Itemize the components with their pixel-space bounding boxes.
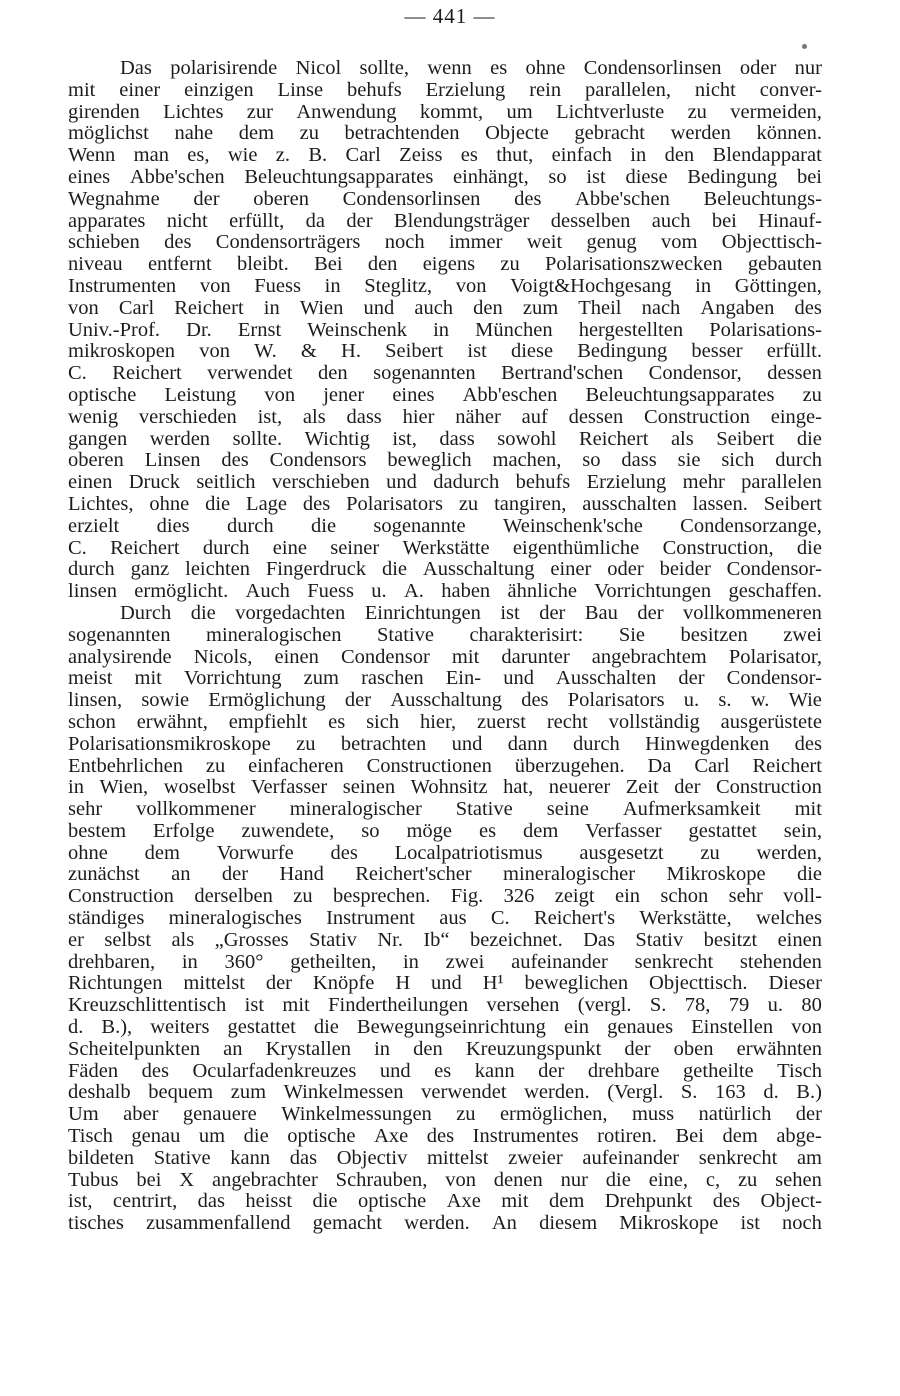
text-line: analysirende Nicols, einen Condensor mit darunter angebrachtem Polarisator, <box>68 646 822 668</box>
text-line: linsen, sowie Ermöglichung der Ausschaltung des Polarisators u. s. w. Wie <box>68 690 822 712</box>
ink-speck <box>802 44 807 49</box>
text-line: durch ganz leichten Fingerdruck die Ausschaltung einer oder beider Condensor- <box>68 559 822 581</box>
text-line: eines Abbe'schen Beleuchtungsapparates einhängt, so ist diese Bedingung bei <box>68 166 822 188</box>
text-line: apparates nicht erfüllt, da der Blendungsträger desselben auch bei Hinauf- <box>68 210 822 232</box>
text-line: Entbehrlichen zu einfacheren Constructionen überzugehen. Da Carl Reichert <box>68 755 822 777</box>
text-line: sogenannten mineralogischen Stative charakterisirt: Sie besitzen zwei <box>68 624 822 646</box>
text-line: Kreuzschlittentisch ist mit Findertheilungen versehen (vergl. S. 78, 79 u. 80 <box>68 995 822 1017</box>
text-line: Fäden des Ocularfadenkreuzes und es kann der drehbare getheilte Tisch <box>68 1060 822 1082</box>
text-line: C. Reichert verwendet den sogenannten Bertrand'schen Condensor, dessen <box>68 363 822 385</box>
paragraph <box>68 58 822 603</box>
text-line: wenig verschieden ist, als dass hier näher auf dessen Construction einge- <box>68 406 822 428</box>
body-text <box>68 58 822 1235</box>
text-line: mikroskopen von W. & H. Seibert ist diese Bedingung besser erfüllt. <box>68 341 822 363</box>
text-line: bestem Erfolge zuwendete, so möge es dem Verfasser gestattet sein, <box>68 820 822 842</box>
text-line: oberen Linsen des Condensors beweglich machen, so dass sie sich durch <box>68 450 822 472</box>
text-line: möglichst nahe dem zu betrachtenden Objecte gebracht werden können. <box>68 123 822 145</box>
text-line: schieben des Condensorträgers noch immer weit genug vom Objecttisch- <box>68 232 822 254</box>
text-line: schon erwähnt, empfiehlt es sich hier, zuerst recht vollständig ausgerüstete <box>68 711 822 733</box>
text-line: Um aber genauere Winkelmessungen zu ermöglichen, muss natürlich der <box>68 1104 822 1126</box>
text-line: sehr vollkommener mineralogischer Stative seine Aufmerksamkeit mit <box>68 799 822 821</box>
text-line: Wegnahme der oberen Condensorlinsen des Abbe'schen Beleuchtungs- <box>68 188 822 210</box>
text-line: girenden Lichtes zur Anwendung kommt, um Lichtverluste zu vermeiden, <box>68 101 822 123</box>
text-line: zunächst an der Hand Reichert'scher mineralogischer Mikroskope die <box>68 864 822 886</box>
text-line: einen Druck seitlich verschieben und dadurch behufs Erzielung mehr parallelen <box>68 472 822 494</box>
text-line: Lichtes, ohne die Lage des Polarisators zu tangiren, ausschalten lassen. Seibert <box>68 493 822 515</box>
text-line: linsen ermöglicht. Auch Fuess u. A. haben ähnliche Vorrichtungen geschaffen. <box>68 581 822 603</box>
text-line: Univ.-Prof. Dr. Ernst Weinschenk in München hergestellten Polarisations- <box>68 319 822 341</box>
text-line: Wenn man es, wie z. B. Carl Zeiss es thut, einfach in den Blendapparat <box>68 145 822 167</box>
text-line: C. Reichert durch eine seiner Werkstätte eigenthümliche Construction, die <box>68 537 822 559</box>
text-line: erzielt dies durch die sogenannte Weinschenk'sche Condensorzange, <box>68 515 822 537</box>
text-line: Scheitelpunkten an Krystallen in den Kreuzungspunkt der oben erwähnten <box>68 1038 822 1060</box>
text-line: drehbaren, in 360° getheilten, in zwei aufeinander senkrecht stehenden <box>68 951 822 973</box>
text-line: Instrumenten von Fuess in Steglitz, von Voigt&Hochgesang in Göttingen, <box>68 275 822 297</box>
text-line: in Wien, woselbst Verfasser seinen Wohnsitz hat, neuerer Zeit der Construction <box>68 777 822 799</box>
text-line: Construction derselben zu besprechen. Fig. 326 zeigt ein schon sehr voll- <box>68 886 822 908</box>
text-line: von Carl Reichert in Wien und auch den zum Theil nach Angaben des <box>68 297 822 319</box>
text-line: Tisch genau um die optische Axe des Instrumentes rotiren. Bei dem abge- <box>68 1126 822 1148</box>
text-line: gangen werden sollte. Wichtig ist, dass sowohl Reichert als Seibert die <box>68 428 822 450</box>
text-line: meist mit Vorrichtung zum raschen Ein- und Ausschalten der Condensor- <box>68 668 822 690</box>
text-line: ständiges mineralogisches Instrument aus C. Reichert's Werkstätte, welches <box>68 908 822 930</box>
text-line: niveau entfernt bleibt. Bei den eigens zu Polarisationszwecken gebauten <box>68 254 822 276</box>
text-line: er selbst als „Grosses Stativ Nr. Ib“ bezeichnet. Das Stativ besitzt einen <box>68 929 822 951</box>
text-line: optische Leistung von jener eines Abb'eschen Beleuchtungsapparates zu <box>68 384 822 406</box>
text-line: ohne dem Vorwurfe des Localpatriotismus ausgesetzt zu werden, <box>68 842 822 864</box>
text-line: tisches zusammenfallend gemacht werden. An diesem Mikroskope ist noch <box>68 1213 822 1235</box>
text-line: bildeten Stative kann das Objectiv mittelst zweier aufeinander senkrecht am <box>68 1147 822 1169</box>
text-line: deshalb bequem zum Winkelmessen verwendet werden. (Vergl. S. 163 d. B.) <box>68 1082 822 1104</box>
text-line: Tubus bei X angebrachter Schrauben, von denen nur die eine, c, zu sehen <box>68 1169 822 1191</box>
paragraph <box>68 603 822 1235</box>
text-line: mit einer einzigen Linse behufs Erzielung rein parallelen, nicht conver- <box>68 79 822 101</box>
text-line: Das polarisirende Nicol sollte, wenn es ohne Condensorlinsen oder nur <box>120 58 822 79</box>
text-line: Polarisationsmikroskope zu betrachten und dann durch Hinwegdenken des <box>68 733 822 755</box>
text-line: Richtungen mittelst der Knöpfe H und H¹ beweglichen Objecttisch. Dieser <box>68 973 822 995</box>
text-line: Durch die vorgedachten Einrichtungen ist der Bau der vollkommeneren <box>120 602 822 624</box>
text-line: d. B.), weiters gestattet die Bewegungseinrichtung ein genaues Einstellen von <box>68 1017 822 1039</box>
text-line: ist, centrirt, das heisst die optische Axe mit dem Drehpunkt des Object- <box>68 1191 822 1213</box>
page-number: — 441 — <box>404 4 496 28</box>
